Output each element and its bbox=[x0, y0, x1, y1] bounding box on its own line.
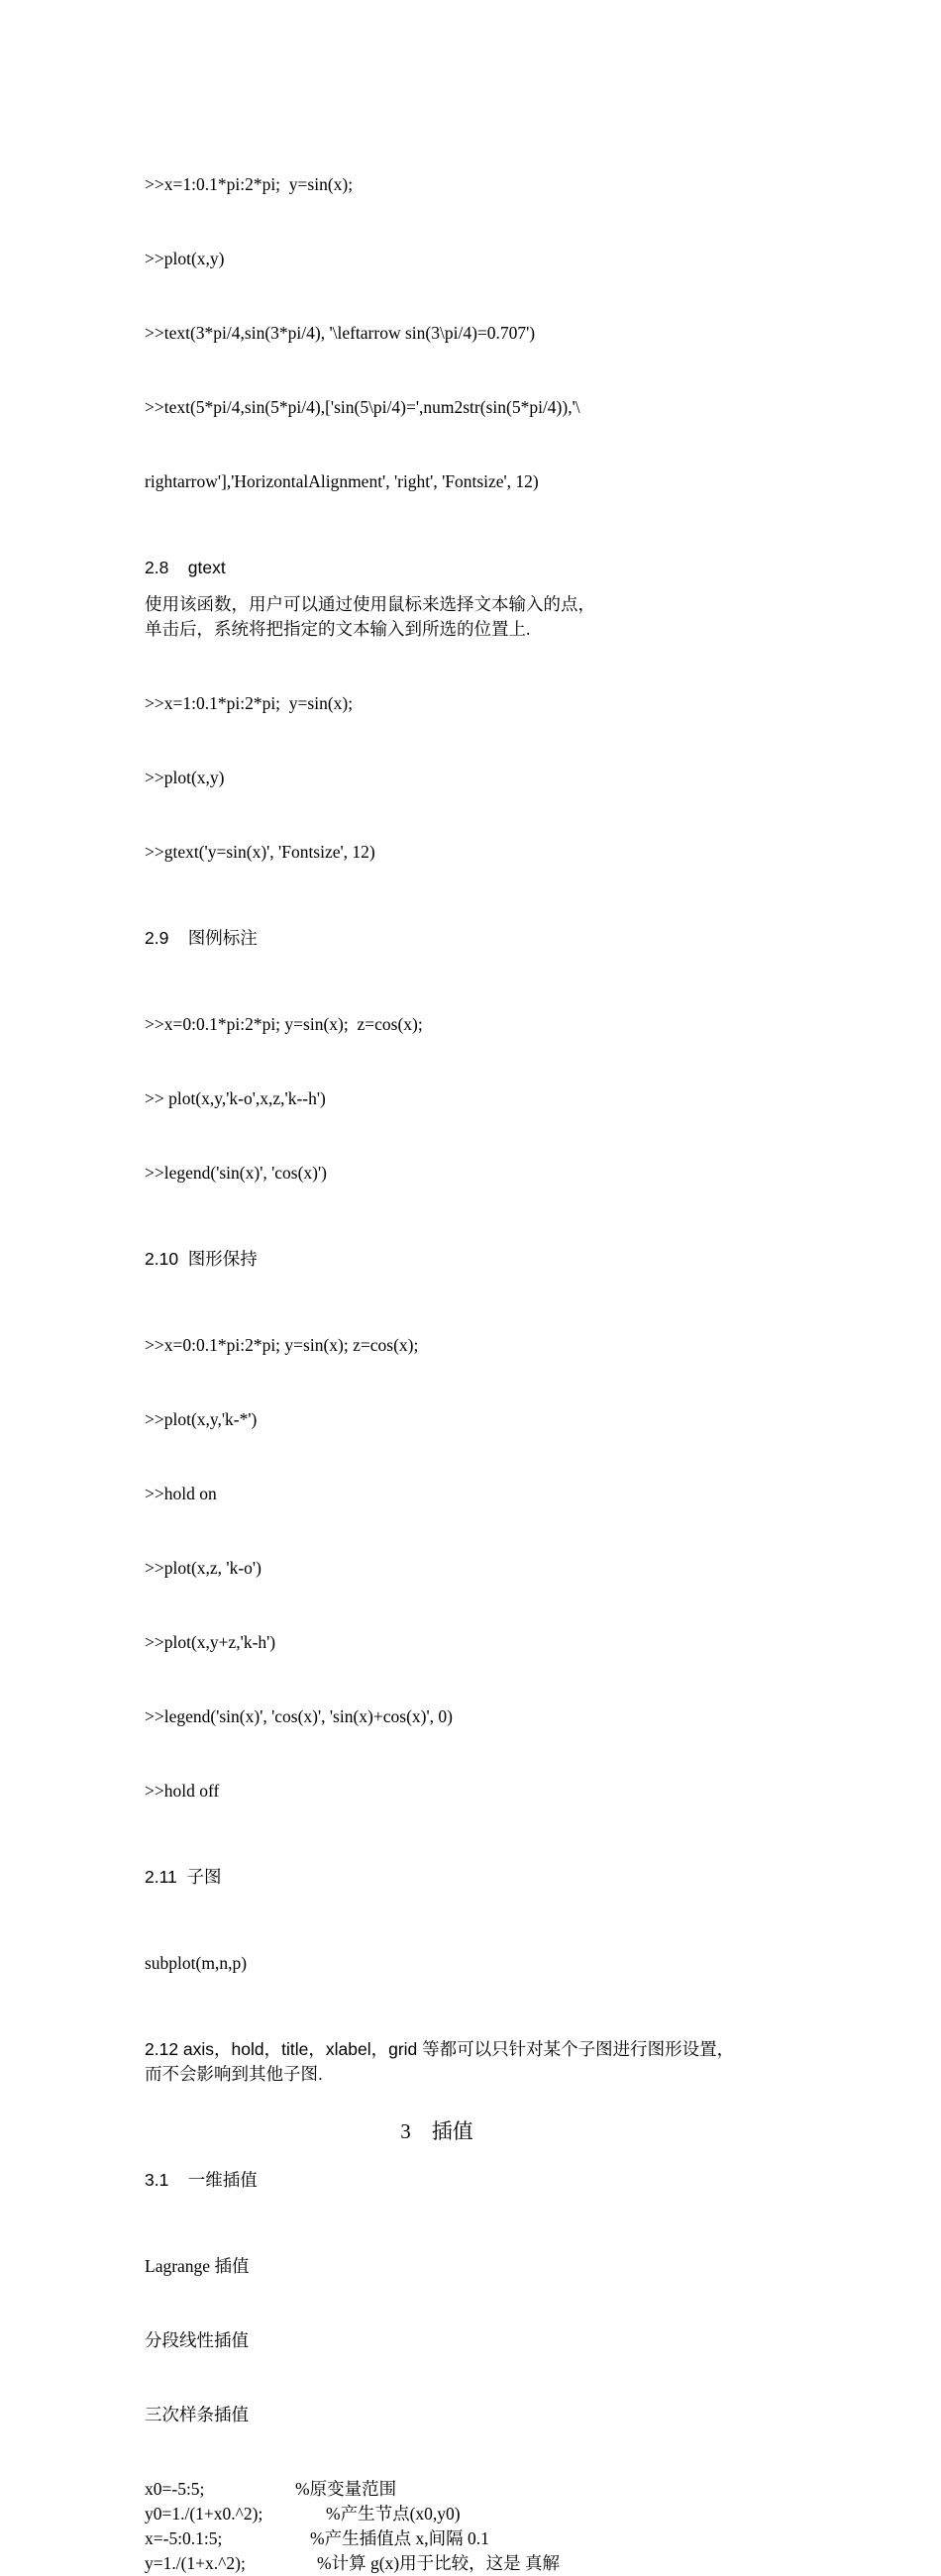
paragraph-gtext bbox=[145, 592, 818, 642]
heading-line: 而不会影响到其他子图. bbox=[145, 2064, 323, 2084]
interpolation-code-block bbox=[145, 2477, 818, 2576]
code-statement: y=1./(1+x.^2); bbox=[145, 2553, 246, 2573]
code-line bbox=[145, 2526, 818, 2551]
code-comment: %原变量范围 bbox=[295, 2479, 397, 2499]
code-line: >>plot(x,y) bbox=[145, 249, 225, 268]
code-line: >>plot(x,z, 'k-o') bbox=[145, 1558, 261, 1578]
code-line: rightarrow'],'HorizontalAlignment', 'right', 'Fontsize', 12) bbox=[145, 471, 539, 491]
heading-line: 2.12 axis，hold，title，xlabel，grid 等都可以只针对某个子图进行图形设置， bbox=[145, 2039, 735, 2059]
section-heading-2-10: 2.10 图形保持 bbox=[145, 1249, 258, 1269]
section-heading-2-8: 2.8 gtext bbox=[145, 558, 226, 577]
code-block-legend bbox=[145, 963, 818, 1235]
list-item: 分段线性插值 bbox=[145, 2330, 249, 2350]
code-line: >>hold off bbox=[145, 1781, 220, 1801]
paragraph-line: 使用该函数，用户可以通过使用鼠标来选择文本输入的点， bbox=[145, 594, 595, 614]
code-statement: y0=1./(1+x0.^2); bbox=[145, 2504, 263, 2524]
section-heading-3-1: 3.1 一维插值 bbox=[145, 2170, 258, 2190]
document-page bbox=[145, 123, 818, 2576]
code-block-text bbox=[145, 123, 818, 544]
code-line: >>legend('sin(x)', 'cos(x)') bbox=[145, 1163, 327, 1183]
code-line bbox=[145, 2502, 818, 2526]
code-line: >>x=0:0.1*pi:2*pi; y=sin(x); z=cos(x); bbox=[145, 1335, 419, 1355]
interpolation-methods-list bbox=[145, 2205, 818, 2477]
code-line: >>x=1:0.1*pi:2*pi; y=sin(x); bbox=[145, 174, 354, 194]
code-statement: x0=-5:5; bbox=[145, 2479, 205, 2499]
code-comment: %计算 g(x)用于比较，这是 真解 bbox=[317, 2553, 560, 2573]
code-line: >>hold on bbox=[145, 1484, 217, 1503]
code-line bbox=[145, 2477, 818, 2502]
code-comment: %产生节点(x0,y0) bbox=[326, 2504, 461, 2524]
code-block-hold bbox=[145, 1284, 818, 1853]
code-line bbox=[145, 2551, 818, 2576]
list-item: Lagrange 插值 bbox=[145, 2256, 250, 2276]
code-line: >>gtext('y=sin(x)', 'Fontsize', 12) bbox=[145, 842, 375, 862]
code-block-subplot bbox=[145, 1902, 818, 2025]
section-heading-2-12 bbox=[145, 2037, 798, 2087]
chapter-title-3: 3 插值 bbox=[400, 2119, 473, 2143]
code-statement: x=-5:0.1:5; bbox=[145, 2528, 223, 2548]
code-line: >>x=1:0.1*pi:2*pi; y=sin(x); bbox=[145, 693, 354, 713]
list-item: 三次样条插值 bbox=[145, 2405, 249, 2424]
code-line: >> plot(x,y,'k-o',x,z,'k--h') bbox=[145, 1088, 326, 1108]
code-block-gtext bbox=[145, 642, 818, 914]
code-comment: %产生插值点 x,间隔 0.1 bbox=[310, 2528, 489, 2548]
code-line: >>text(3*pi/4,sin(3*pi/4), '\leftarrow sin(3\pi/4)=0.707') bbox=[145, 323, 536, 343]
code-line: >>x=0:0.1*pi:2*pi; y=sin(x); z=cos(x); bbox=[145, 1014, 423, 1034]
code-line: >>plot(x,y) bbox=[145, 768, 225, 787]
section-heading-2-11: 2.11 子图 bbox=[145, 1867, 222, 1887]
code-line: >>legend('sin(x)', 'cos(x)', 'sin(x)+cos(x)', 0) bbox=[145, 1706, 453, 1726]
paragraph-line: 单击后，系统将把指定的文本输入到所选的位置上. bbox=[145, 619, 531, 639]
code-line: >>text(5*pi/4,sin(5*pi/4),['sin(5\pi/4)=',num2str(sin(5*pi/4)),'\ bbox=[145, 397, 580, 417]
code-line: >>plot(x,y+z,'k-h') bbox=[145, 1632, 276, 1652]
code-line: >>plot(x,y,'k-*') bbox=[145, 1409, 258, 1429]
section-heading-2-9: 2.9 图例标注 bbox=[145, 928, 258, 948]
code-line: subplot(m,n,p) bbox=[145, 1953, 248, 1973]
